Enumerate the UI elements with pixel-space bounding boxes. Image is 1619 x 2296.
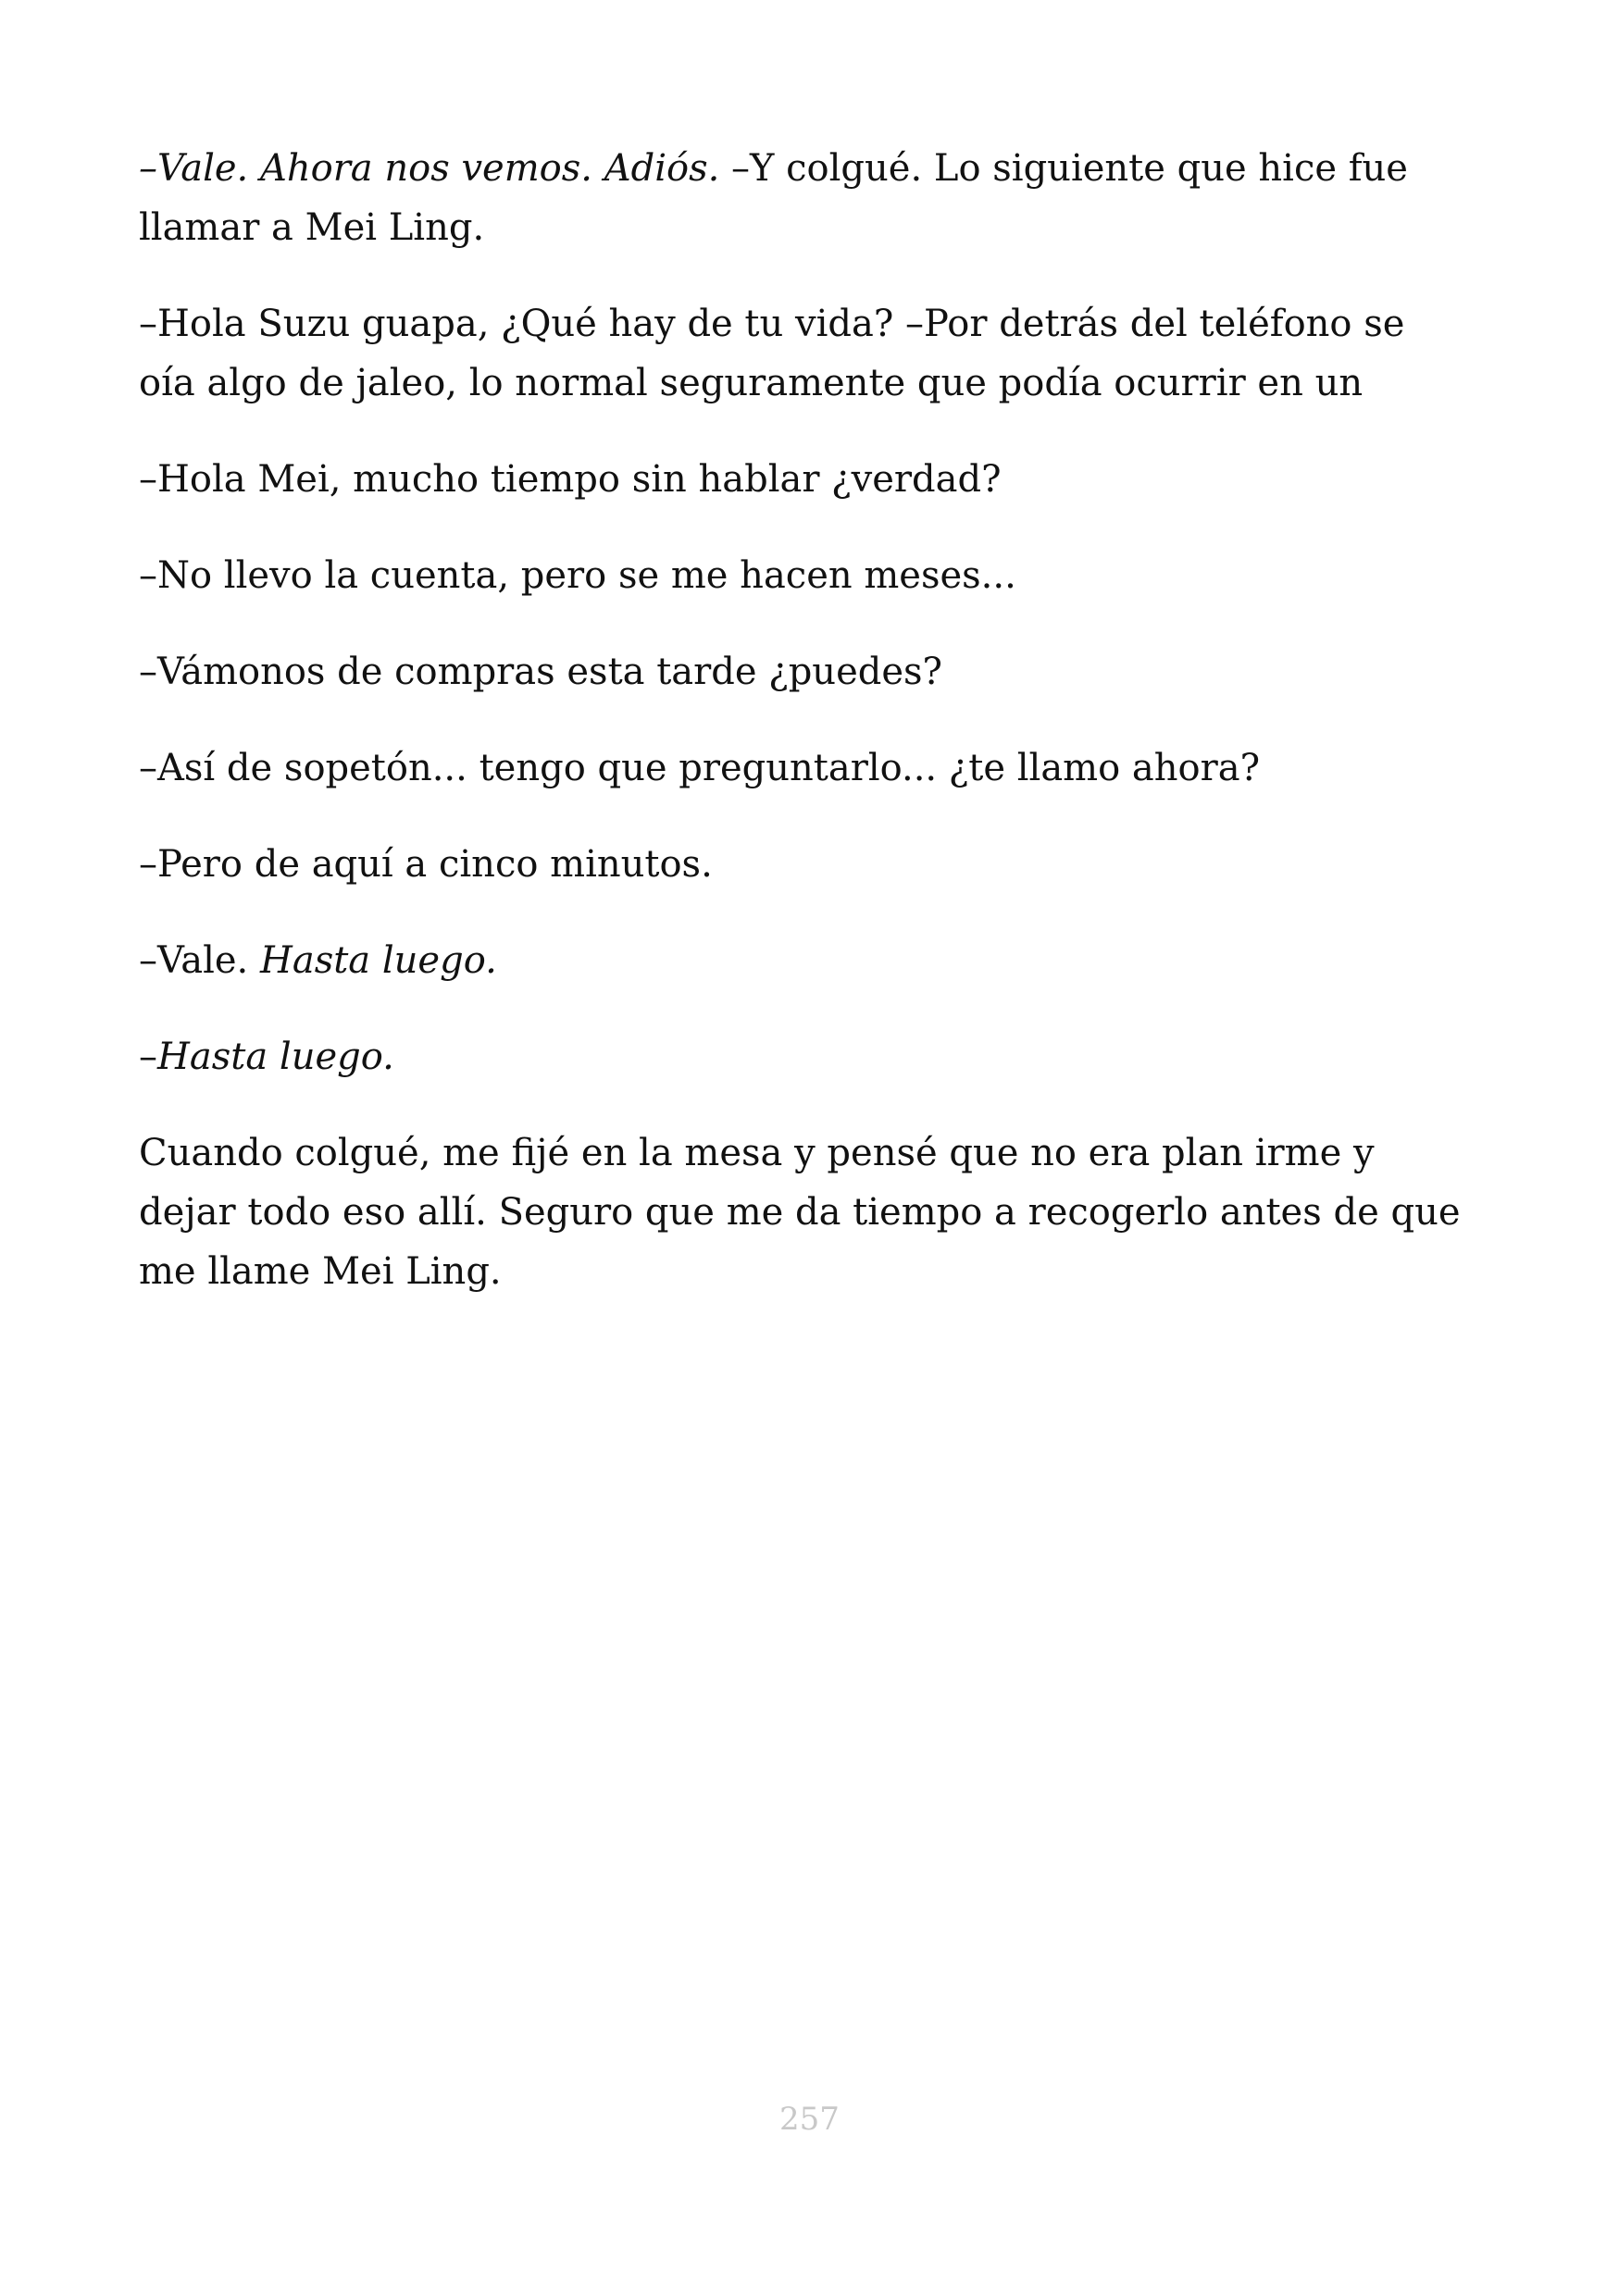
- paragraph-lead: –: [139, 1036, 157, 1078]
- italic-dialogue: –Vale. Ahora nos vemos. Adiós.: [139, 147, 720, 190]
- paragraph-4: [139, 546, 1472, 605]
- italic-dialogue: Hasta luego.: [259, 939, 497, 982]
- paragraph-text: –No llevo la cuenta, pero se me hacen meses...: [139, 554, 1016, 597]
- paragraph-7: [139, 835, 1472, 894]
- paragraph-text: Cuando colgué, me fijé en la mesa y pensé que no era plan irme y dejar todo eso allí. Seguro que me da tiempo a recogerlo antes de que me llame Mei Ling.: [139, 1132, 1461, 1293]
- paragraph-text: –Así de sopetón... tengo que preguntarlo... ¿te llamo ahora?: [139, 747, 1261, 789]
- paragraph-8: [139, 931, 1472, 990]
- page-number: 257: [779, 2101, 840, 2138]
- paragraph-3: [139, 450, 1472, 509]
- paragraph-lead: –Vale.: [139, 939, 260, 982]
- paragraph-9: [139, 1027, 1472, 1086]
- paragraph-2: [139, 294, 1472, 413]
- paragraph-text: –Vámonos de compras esta tarde ¿puedes?: [139, 651, 942, 693]
- paragraph-text: –Y colgué. Lo siguiente que hice fue llamar a Mei Ling.: [139, 147, 1408, 249]
- paragraph-text: –Hola Mei, mucho tiempo sin hablar ¿verdad?: [139, 458, 1002, 501]
- paragraph-text: –Hola Suzu guapa, ¿Qué hay de tu vida? –Por detrás del teléfono se oía algo de jaleo, lo normal seguramente que podía ocurrir en un: [139, 303, 1405, 404]
- body-text: [139, 139, 1472, 1301]
- paragraph-text: –Pero de aquí a cinco minutos.: [139, 843, 713, 886]
- paragraph-1: [139, 139, 1472, 257]
- paragraph-10: [139, 1123, 1472, 1301]
- italic-dialogue: Hasta luego.: [157, 1036, 394, 1078]
- paragraph-6: [139, 738, 1472, 798]
- paragraph-5: [139, 642, 1472, 701]
